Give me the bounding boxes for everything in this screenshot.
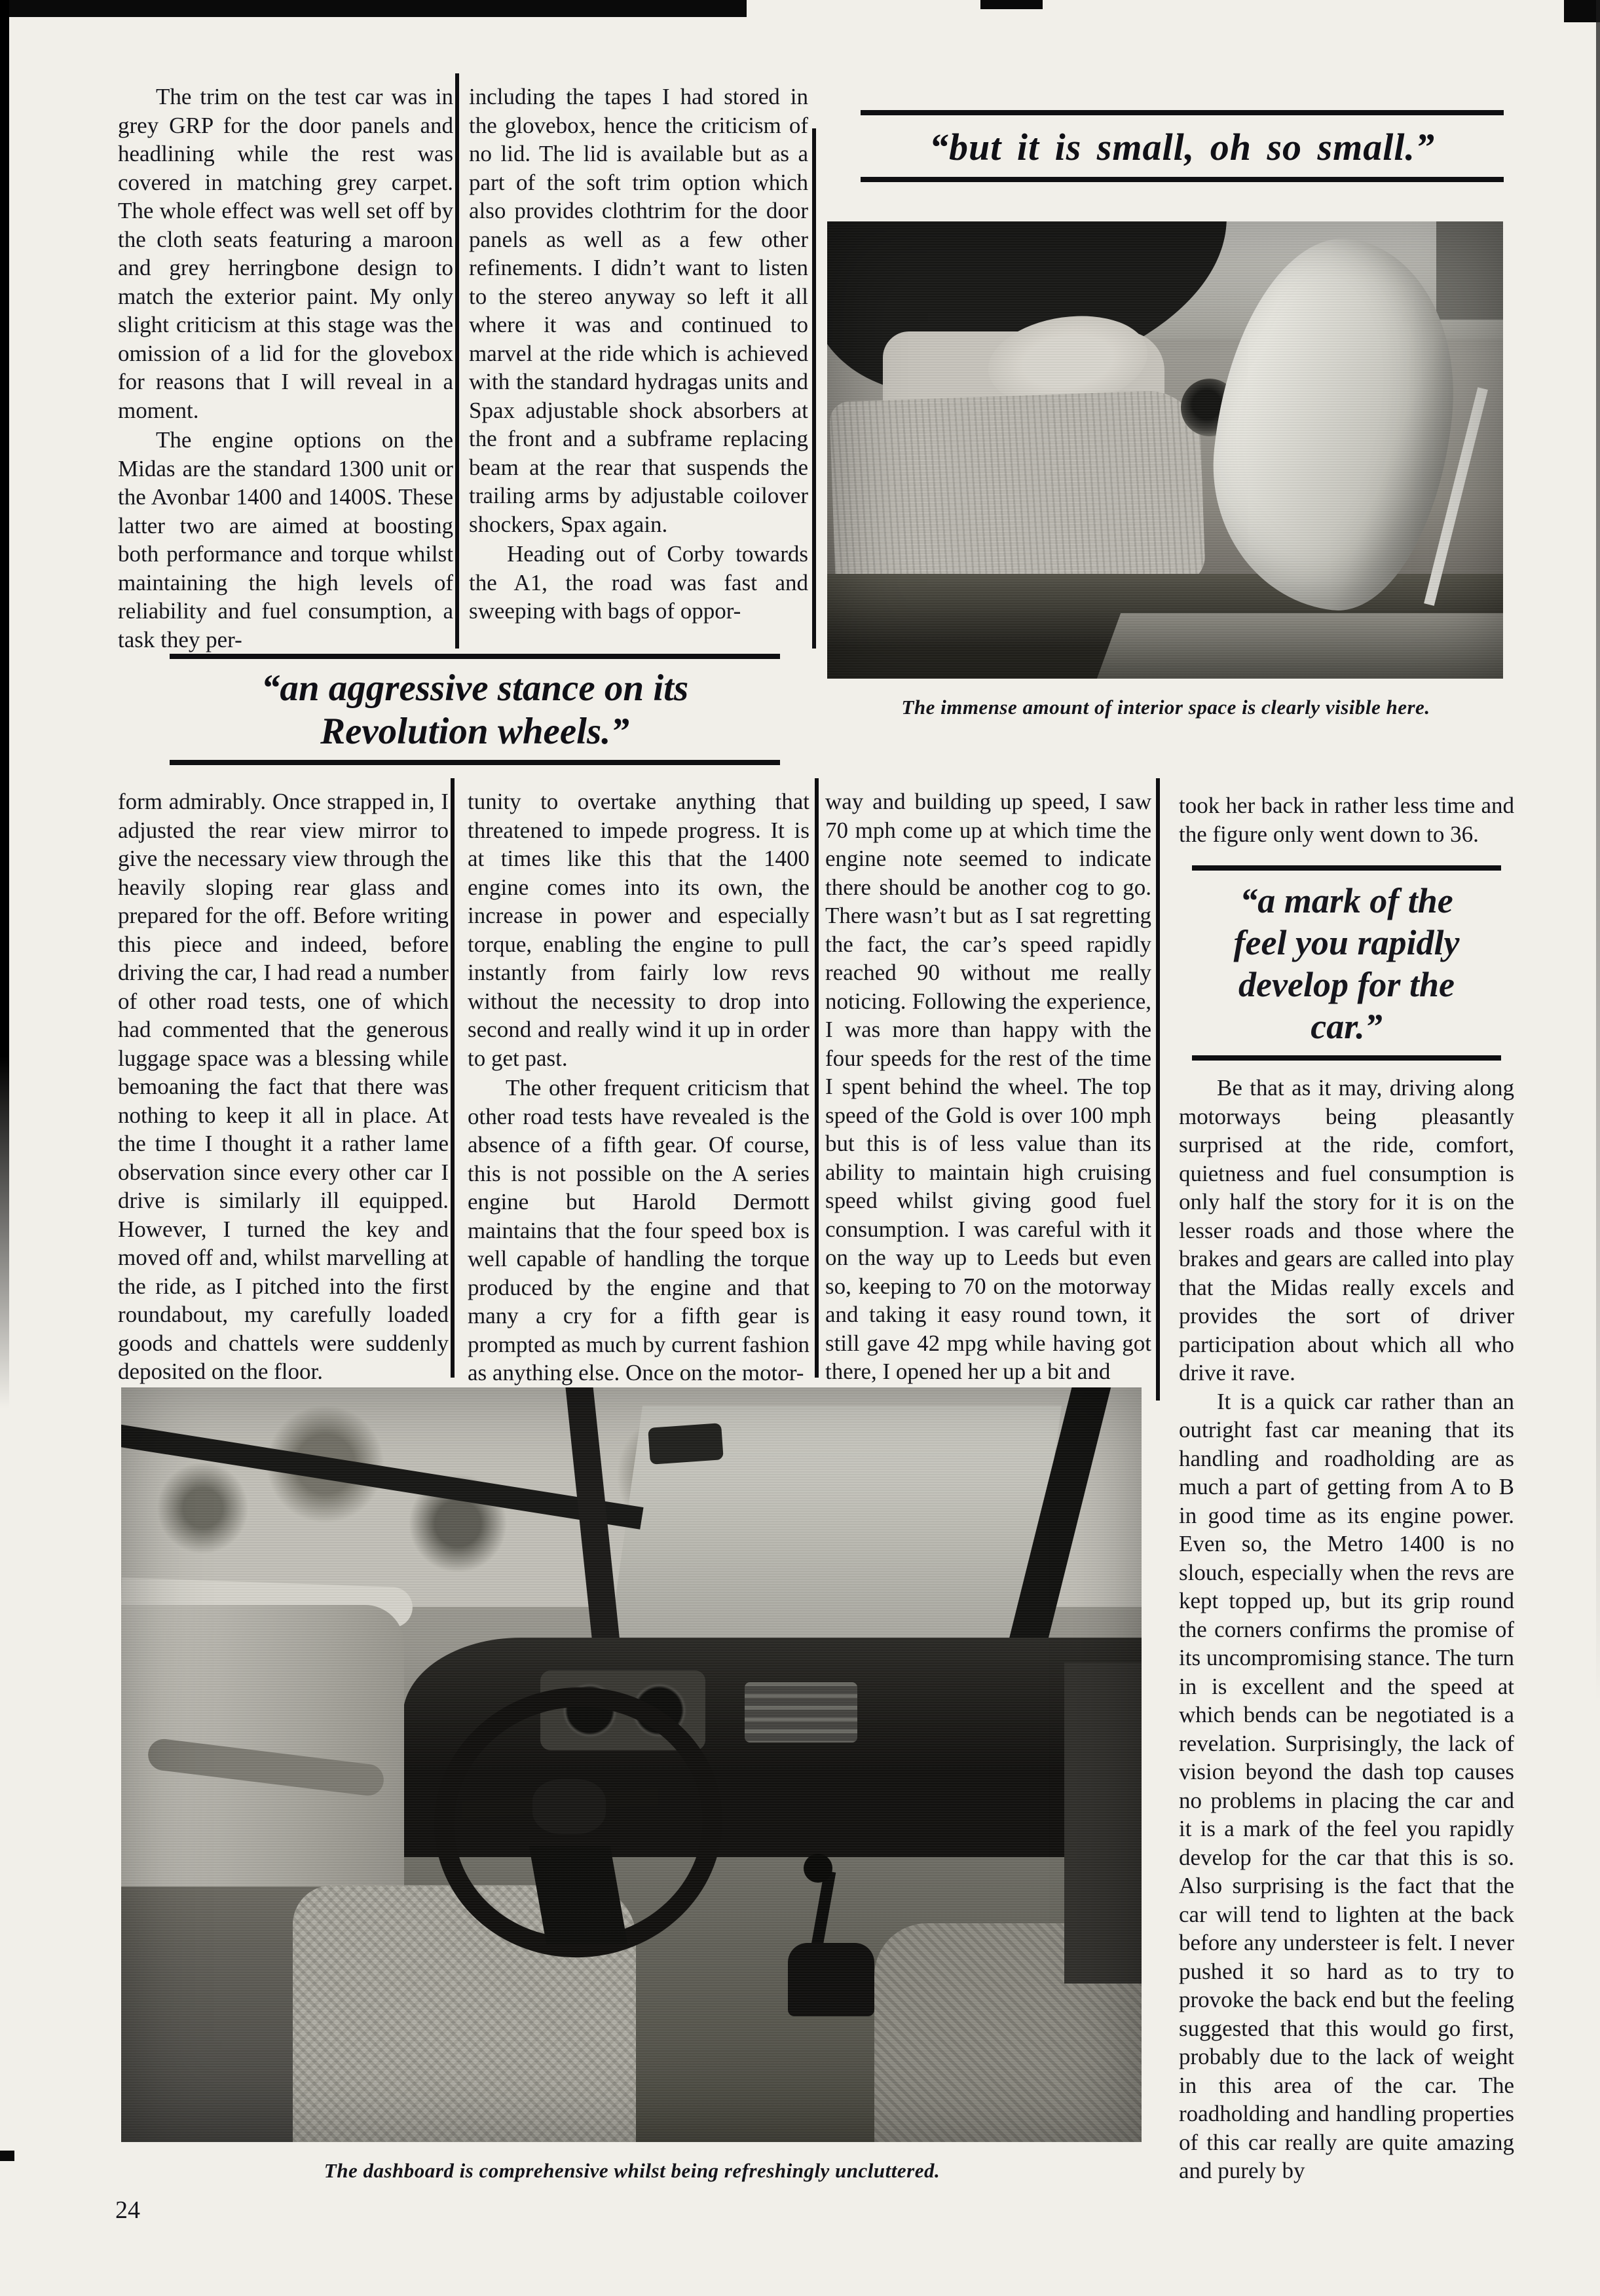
article-column-top-1 xyxy=(118,83,453,660)
paragraph: took her back in rather less time and the figure only went down to 36. xyxy=(1179,793,1514,847)
scan-mark-bottom-left xyxy=(0,2151,14,2161)
column-rule xyxy=(455,73,459,649)
pull-quote-small xyxy=(858,110,1506,182)
article-column-top-2 xyxy=(469,83,808,660)
pull-quote-stance-text xyxy=(167,659,783,760)
dashboard-photo-caption: The dashboard is comprehensive whilst being refreshingly uncluttered. xyxy=(324,2159,940,2182)
paragraph: Heading out of Corby towards the A1, the road was fast and sweeping with bags of oppor- xyxy=(469,541,808,624)
pull-quote-line: “an aggressive stance on its xyxy=(261,668,689,709)
column-rule xyxy=(1156,778,1160,1401)
column-rule xyxy=(815,778,819,1378)
rule xyxy=(1192,1055,1501,1061)
paragraph: The engine options on the Midas are the standard 1300 unit or the Avonbar 1400 and 1400S. These latter two are aimed at boosting both performance and torque whilst maintaining the high levels of reliability and fuel consumption, a task they per- xyxy=(118,427,453,652)
pull-quote-line: “a mark of the xyxy=(1240,881,1453,920)
scan-mark-top-right xyxy=(1564,0,1600,22)
scan-dash-top xyxy=(980,0,1043,9)
paragraph: tunity to overtake anything that threatened to impede progress. It is at times like this that the 1400 engine comes into its own, the increase in power and especially torque, enabling the engine to pull instantly from fairly low revs without the necessity to drop into second and really wind it up in order to get past. xyxy=(468,789,809,1071)
paragraph: way and building up speed, I saw 70 mph come up at which time the engine note seemed to indicate there should be another cog to go. There wasn’t but as I sat regretting the fact, the car’s speed rapidly reached 90 without me really noticing. Following the experience, I was more than happy with the four speeds for the rest of the time I spent behind the wheel. The top speed of the Gold is over 100 mph but this is of less value than its ability to maintain high cruising speed whilst giving good fuel consumption. I was careful with it on the way up to Leeds but even so, keeping to 70 on the motorway and taking it easy round town, it still gave 42 mpg while having got there, I opened her up a bit and xyxy=(825,789,1151,1384)
paragraph: The other frequent criticism that other road tests have revealed is the absence of a fifth gear. Of course, this is not possible on the A series engine but Harold Dermott maintains that the four speed box is well capable of handling the torque produced by the engine and that many a cry for a fifth gear is prompted as much by current fashion as anything else. Once on the motor- xyxy=(468,1075,809,1385)
pull-quote-line: develop for the xyxy=(1238,965,1455,1004)
photo-grain-overlay xyxy=(827,221,1503,679)
rule xyxy=(170,760,780,765)
pull-quote-stance xyxy=(167,654,783,765)
pull-quote-small-text: “but it is small, oh so small.” xyxy=(929,126,1435,168)
interior-photo-caption: The immense amount of interior space is clearly visible here. xyxy=(901,696,1430,719)
rule xyxy=(861,110,1504,115)
rule xyxy=(170,654,780,659)
paragraph: It is a quick car rather than an outright fast car meaning that its handling and roadholding are as much a part of getting from A to B in good time as its engine power. Even so, the Metro 1400 is no slouch, especially when the revs are kept topped up, but its grip round the corners confirms the promise of its uncompromising stance. The turn in is excellent and the speed at which bends can be negotiated is a revelation. Surprisingly, the lack of vision beyond the dash top causes no problems in placing the car and it is a mark of the feel you rapidly develop for the car that this is so. Also surprising is the fact that the car will tend to lighten at the back before any understeer is felt. I never pushed it so hard as to try to provoke the back end but the feeling suggested that this would go first, probably due to the lack of weight in this area of the car. The roadholding and handling properties of this car really are quite amazing and purely by xyxy=(1179,1388,1514,2183)
pull-quote-line: car.” xyxy=(1311,1007,1383,1046)
column-rule xyxy=(812,128,816,649)
paragraph: including the tapes I had stored in the glovebox, hence the criticism of no lid. The lid is available but as a part of the soft trim option which also provides clothtrim for the door panels as well as a few other refinements. I didn’t want to listen to the stereo anyway so left it all where it was and continued to marvel at the ride which is achieved with the standard hydragas units and Spax adjustable shock absorbers at the front and a subframe replacing beam at the rear that suspends the trailing arms by adjustable coilover shockers, Spax again. xyxy=(469,84,808,537)
article-column-low-2 xyxy=(468,787,809,1390)
scan-edge-right xyxy=(1596,0,1600,1703)
rule xyxy=(861,177,1504,182)
pull-quote-mark-text xyxy=(1183,871,1510,1055)
paragraph: form admirably. Once strapped in, I adjusted the rear view mirror to give the necessary view through the heavily sloping rear glass and prepared for the off. Before writing this piece and indeed, before driving the car, I had read a number of other road tests, one of which had commented that the generous luggage space was a blessing while bemoaning the fact that there was nothing to keep it all in place. At the time I thought it a rather lame observation since every other car I drive is similarly ill equipped. However, I turned the key and moved off and, whilst marvelling at the ride, as I pitched into the first roundabout, my carefully loaded goods and chattels were suddenly deposited on the floor. xyxy=(118,789,449,1384)
article-column-low-4 xyxy=(1179,791,1514,2196)
paragraph: Be that as it may, driving along motorways being pleasantly surprised at the ride, comfort, quietness and fuel consumption is only half the story for it is on the lesser roads and those where the brakes and gears are called into play that the Midas really excels and provides the sort of driver participation about which all who drive it rave. xyxy=(1179,1075,1514,1385)
pull-quote-line: Revolution wheels.” xyxy=(320,711,629,752)
dashboard-photo xyxy=(121,1387,1142,2142)
column-rule xyxy=(451,778,455,1378)
rule xyxy=(1192,865,1501,871)
interior-photo xyxy=(827,221,1503,679)
article-column-low-3 xyxy=(825,787,1151,1390)
paragraph: The trim on the test car was in grey GRP for the door panels and headlining while the rest was covered in matching grey carpet. The whole effect was well set off by the cloth seats featuring a maroon and grey herringbone design to match the exterior paint. My only slight criticism at this stage was the omission of a lid for the glovebox for reasons that I will reveal in a moment. xyxy=(118,84,453,423)
scan-edge-left xyxy=(0,0,9,1408)
scan-bar-top-left xyxy=(0,0,747,17)
pull-quote-line: feel you rapidly xyxy=(1233,923,1460,962)
pull-quote-mark xyxy=(1183,865,1510,1061)
article-column-low-1 xyxy=(118,787,449,1390)
photo-grain-overlay xyxy=(121,1387,1142,2142)
page-number: 24 xyxy=(115,2196,140,2224)
